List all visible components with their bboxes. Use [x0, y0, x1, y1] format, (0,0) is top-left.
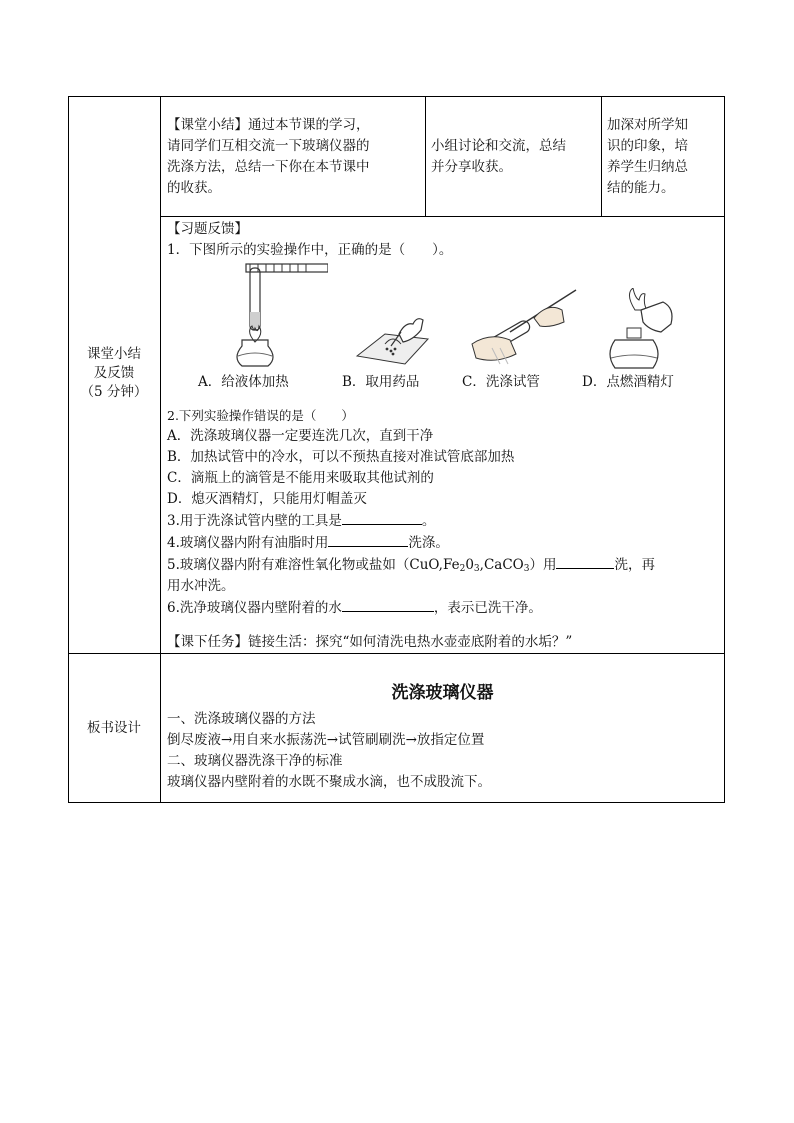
figure-washing-tube: [470, 286, 582, 370]
question-1: 1．下图所示的实验操作中，正确的是（ ）。: [167, 242, 453, 258]
label-line: 板书设计: [87, 720, 141, 736]
option-b: B．加热试管中的冷水，可以不预热直接对准试管底部加热: [167, 449, 515, 465]
board-title: 洗涤玻璃仪器: [391, 683, 494, 703]
board-section-label: [68, 719, 160, 738]
option-c: C．滴瓶上的滴管是不能用来吸取其他试剂的: [167, 470, 434, 486]
question-text: 。: [421, 513, 436, 529]
text-line: 的收获。: [167, 180, 221, 196]
board-line: 倒尽废液→用自来水振荡洗→试管刷刷洗→放指定位置: [167, 732, 485, 748]
exercise-questions: [167, 405, 722, 619]
text-line: 识的印象，培: [607, 138, 688, 154]
board-line: 二、玻璃仪器洗涤干净的标准: [167, 753, 343, 769]
question-4: [167, 532, 722, 554]
text-line: 洗涤方法，总结一下你在本节课中: [167, 159, 370, 175]
student-activity: [431, 136, 599, 178]
question-6: [167, 597, 722, 619]
figure-heating-liquid: [228, 262, 328, 372]
question-5: [167, 554, 722, 576]
text-line: 养学生归纳总: [607, 159, 688, 175]
text-line: 并分享收获。: [431, 159, 512, 175]
question-text: 0: [465, 557, 474, 573]
column-divider-student: [425, 96, 426, 216]
question-text: 洗涤。: [408, 535, 449, 551]
figure-lighting-lamp: [605, 288, 685, 372]
figure-caption: B．取用药品: [342, 374, 420, 390]
board-line: 一、洗涤玻璃仪器的方法: [167, 711, 316, 727]
label-line: （5 分钟）: [80, 384, 148, 400]
question-3: [167, 510, 722, 532]
answer-blank[interactable]: [328, 532, 408, 547]
option-d: D．熄灭酒精灯，只能用灯帽盖灭: [167, 491, 367, 507]
subscript: 3: [523, 564, 530, 574]
question-5-continued: 用水冲洗。: [167, 578, 235, 594]
summary-section-label: [68, 345, 160, 402]
answer-blank[interactable]: [342, 510, 422, 525]
option-a: A．洗涤玻璃仪器一定要连洗几次，直到干净: [167, 428, 434, 444]
question-text: ，表示已洗干净。: [433, 600, 542, 616]
answer-blank[interactable]: [342, 597, 434, 612]
question-text: 洗，再: [614, 557, 655, 573]
text-line: 加深对所学知: [607, 117, 688, 133]
homework-task: 【课下任务】链接生活：探究“如何清洗电热水壶壶底附着的水垢？”: [167, 634, 573, 650]
text-line: 结的能力。: [607, 180, 675, 196]
subscript: 3: [473, 564, 480, 574]
question-text: 6.洗净玻璃仪器内壁附着的水: [167, 600, 342, 616]
text-line: 【课堂小结】通过本节课的学习，: [167, 117, 370, 133]
label-line: 课堂小结: [87, 346, 141, 362]
text-line: 请同学们互相交流一下玻璃仪器的: [167, 138, 370, 154]
text-line: 【习题反馈】: [167, 221, 248, 237]
board-content: [167, 709, 722, 793]
row-divider-board: [68, 653, 725, 654]
question-text: 4.玻璃仪器内附有油脂时用: [167, 535, 329, 551]
figure-taking-reagent: [355, 294, 430, 369]
figure-caption: A．给液体加热: [198, 374, 289, 390]
column-divider-intent: [601, 96, 602, 216]
question-text: 5.玻璃仪器内附有难溶性氧化物或盐如（CuO,Fe: [167, 557, 460, 573]
text-line: 小组讨论和交流，总结: [431, 138, 566, 154]
question-text: ）用: [529, 557, 557, 573]
question-text: ,CaCO: [479, 557, 524, 573]
question-text: 3.用于洗涤试管内壁的工具是: [167, 513, 342, 529]
board-line: 玻璃仪器内壁附着的水既不聚成水滴，也不成股流下。: [167, 774, 491, 790]
answer-blank[interactable]: [556, 554, 614, 569]
subscript: 2: [459, 564, 466, 574]
figure-caption: C．洗涤试管: [462, 374, 540, 390]
figure-caption: D．点燃酒精灯: [582, 374, 674, 390]
teacher-activity: [167, 115, 422, 199]
row-divider-summary: [160, 216, 725, 217]
label-line: 及反馈: [93, 365, 135, 381]
question-2: 2.下列实验操作错误的是（ ）: [167, 408, 354, 423]
design-intent: [607, 115, 723, 199]
exercise-header: [167, 219, 452, 261]
